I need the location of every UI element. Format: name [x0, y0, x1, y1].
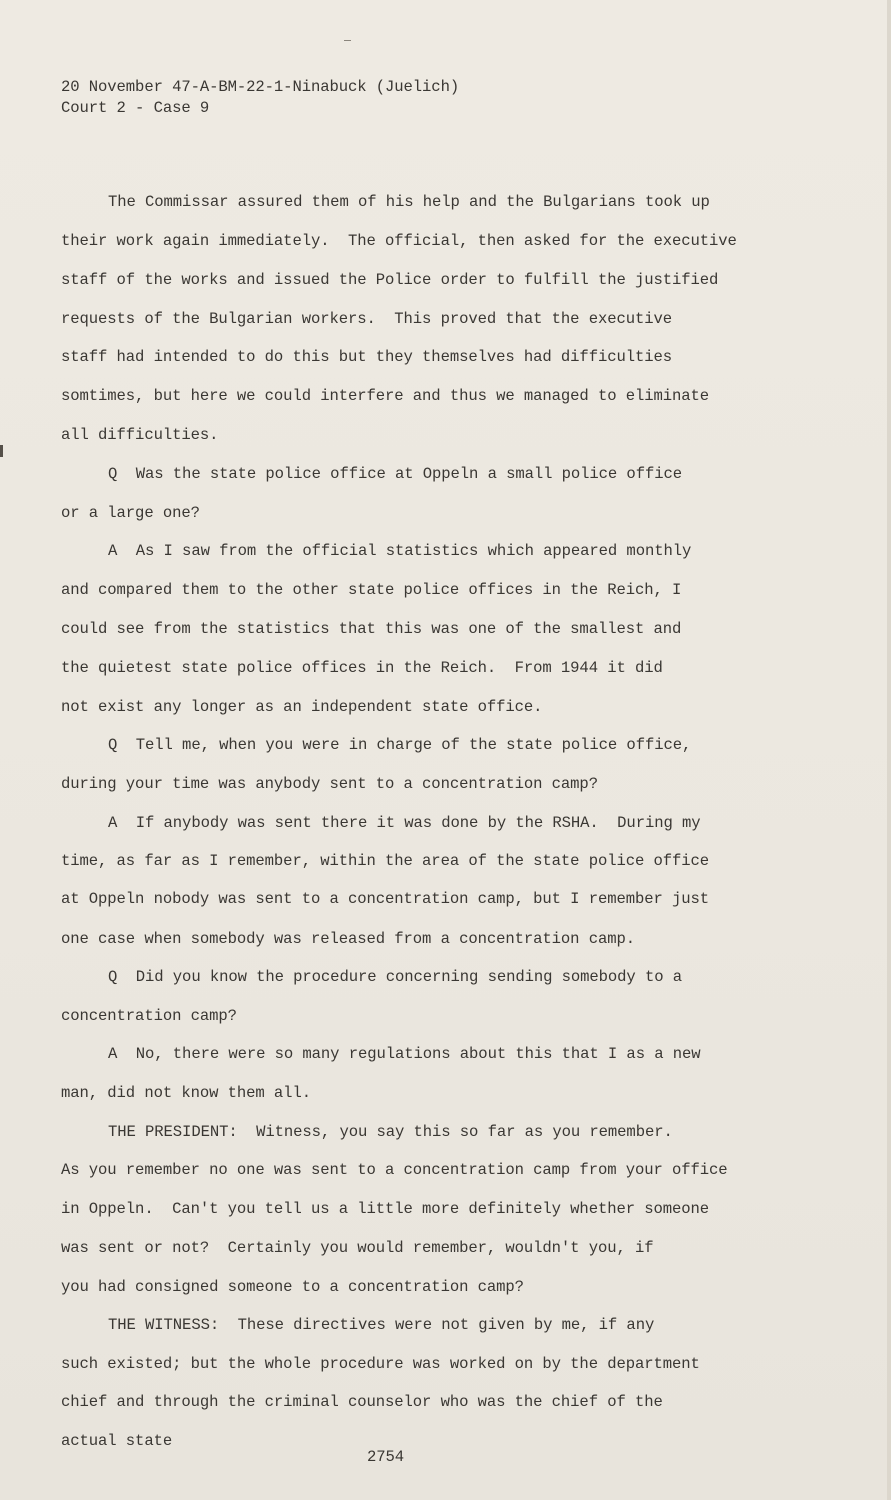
page-number: 2754 [367, 1448, 405, 1466]
question-line: Q Tell me, when you were in charge of the state police office, [108, 736, 692, 754]
body-line: As you remember no one was sent to a concentration camp from your office [61, 1161, 728, 1179]
body-line: and compared them to the other state police offices in the Reich, I [61, 581, 682, 599]
body-line: was sent or not? Certainly you would remember, wouldn't you, if [61, 1239, 654, 1257]
body-line: actual state [61, 1432, 173, 1450]
body-line: their work again immediately. The official, then asked for the executive [61, 232, 737, 250]
body-line: during your time was anybody sent to a concentration camp? [61, 775, 598, 793]
question-line: Q Was the state police office at Oppeln a small police office [108, 465, 682, 483]
body-line: at Oppeln nobody was sent to a concentration camp, but I remember just [61, 890, 710, 908]
body-line: or a large one? [61, 504, 200, 522]
body-line: you had consigned someone to a concentration camp? [61, 1278, 524, 1296]
body-line: staff of the works and issued the Police order to fulfill the justified [61, 271, 719, 289]
body-line: The Commissar assured them of his help and the Bulgarians took up [108, 193, 710, 211]
body-line: such existed; but the whole procedure was worked on by the department [61, 1355, 700, 1373]
body-line: requests of the Bulgarian workers. This proved that the executive [61, 310, 673, 328]
body-line: chief and through the criminal counselor who was the chief of the [61, 1393, 663, 1411]
body-line: time, as far as I remember, within the area of the state police office [61, 852, 710, 870]
answer-line: A No, there were so many regulations about this that I as a new [108, 1045, 701, 1063]
body-line: in Oppeln. Can't you tell us a little more definitely whether someone [61, 1200, 710, 1218]
question-line: Q Did you know the procedure concerning sending somebody to a [108, 968, 682, 986]
body-line: the quietest state police offices in the Reich. From 1944 it did [61, 659, 663, 677]
header-line-date-reference: 20 November 47-A-BM-22-1-Ninabuck (Juelich) [61, 78, 460, 96]
body-line: man, did not know them all. [61, 1084, 311, 1102]
witness-statement-line: THE WITNESS: These directives were not given by me, if any [108, 1316, 655, 1334]
body-line: one case when somebody was released from a concentration camp. [61, 930, 635, 948]
body-line: staff had intended to do this but they themselves had difficulties [61, 348, 673, 366]
body-line: not exist any longer as an independent state office. [61, 698, 543, 716]
body-line: concentration camp? [61, 1007, 237, 1025]
body-line: all difficulties. [61, 426, 219, 444]
margin-mark [0, 445, 3, 457]
top-mark [344, 40, 351, 41]
answer-line: A If anybody was sent there it was done by the RSHA. During my [108, 814, 701, 832]
answer-line: A As I saw from the official statistics which appeared monthly [108, 542, 692, 560]
president-statement-line: THE PRESIDENT: Witness, you say this so far as you remember. [108, 1123, 673, 1141]
header-line-court-case: Court 2 - Case 9 [61, 99, 210, 117]
body-line: somtimes, but here we could interfere and thus we managed to eliminate [61, 387, 710, 405]
body-line: could see from the statistics that this was one of the smallest and [61, 620, 682, 638]
